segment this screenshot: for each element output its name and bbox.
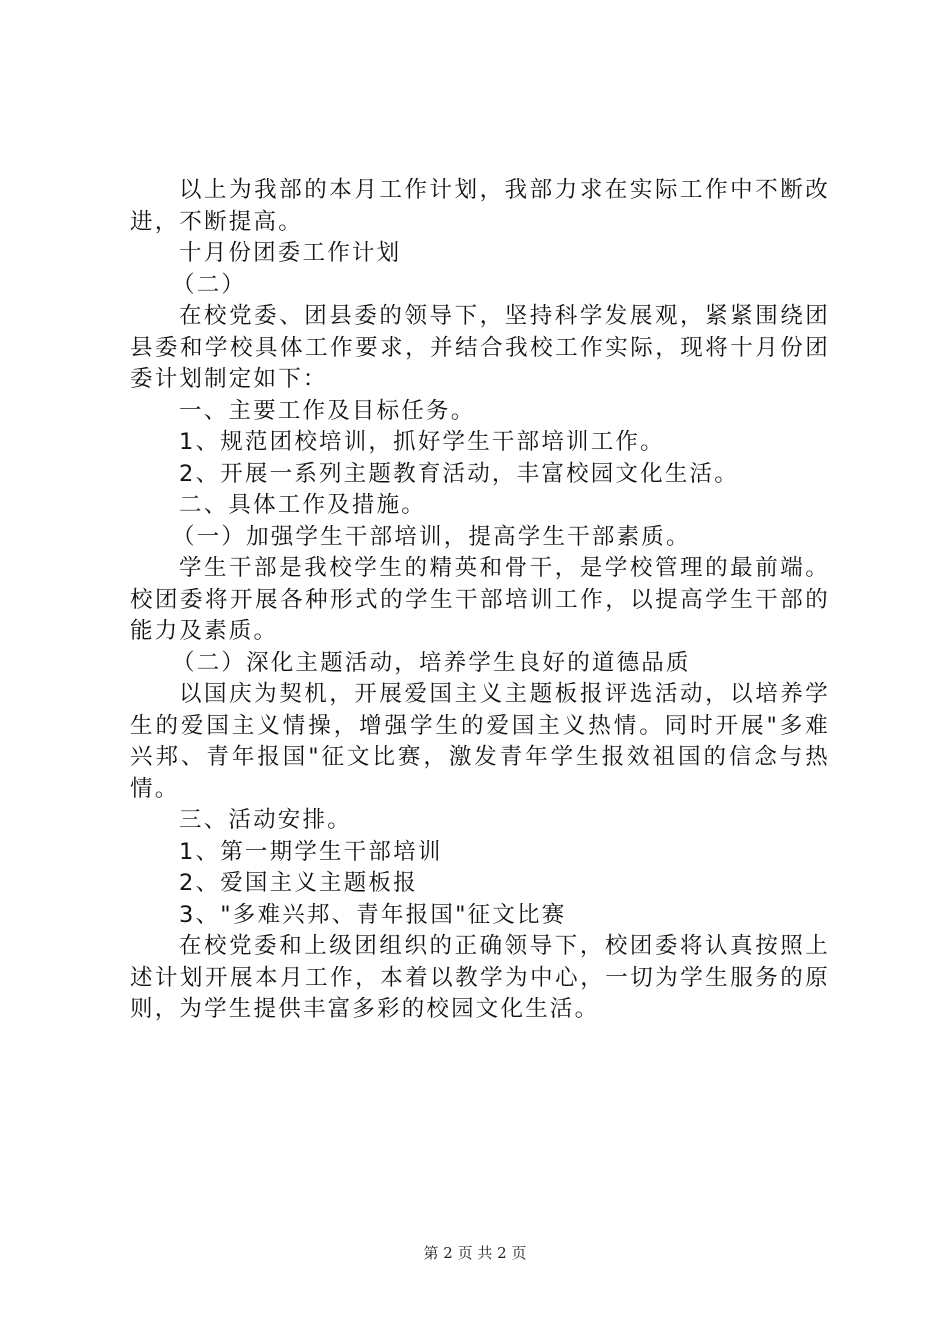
heading-main-tasks: 一、主要工作及目标任务。 bbox=[179, 397, 476, 424]
intro-paragraph: 在校党委、团县委的领导下，坚持科学发展观，紧紧围绕团县委和学校具体工作要求，并结合我校工作实际，现将十月份团委计划制定如下： bbox=[130, 303, 830, 392]
schedule-item-2: 2、爱国主义主题板报 bbox=[179, 870, 418, 896]
task-item-1: 1、规范团校培训，抓好学生干部培训工作。 bbox=[179, 429, 665, 455]
training-paragraph: 学生干部是我校学生的精英和骨干，是学校管理的最前端。校团委将开展各种形式的学生干部培训工作，以提高学生干部的能力及素质。 bbox=[130, 555, 830, 644]
schedule-item-3: 3、"多难兴邦、青年报国"征文比赛 bbox=[179, 901, 567, 928]
subheading-theme-activities: （二）深化主题活动，培养学生良好的道德品质 bbox=[172, 649, 691, 676]
heading-schedule: 三、活动安排。 bbox=[179, 807, 352, 833]
section-title: 十月份团委工作计划 bbox=[179, 240, 402, 266]
task-item-2: 2、开展一系列主题教育活动，丰富校园文化生活。 bbox=[179, 460, 739, 487]
theme-activities-paragraph: 以国庆为契机，开展爱国主义主题板报评选活动，以培养学生的爱国主义情操，增强学生的爱国主义热情。同时开展"多难兴邦、青年报国"征文比赛，激发青年学生报效祖国的信念与热情。 bbox=[130, 681, 830, 802]
schedule-item-1: 1、第一期学生干部培训 bbox=[179, 838, 443, 865]
heading-measures: 二、具体工作及措施。 bbox=[179, 492, 427, 518]
document-body bbox=[130, 175, 830, 1026]
conclusion-paragraph: 在校党委和上级团组织的正确领导下，校团委将认真按照上述计划开展本月工作，本着以教学为中心，一切为学生服务的原则，为学生提供丰富多彩的校园文化生活。 bbox=[130, 933, 830, 1022]
page-footer: 第 2 页 共 2 页 bbox=[423, 1244, 527, 1262]
subheading-training: （一）加强学生干部培训，提高学生干部素质。 bbox=[172, 523, 691, 550]
section-subtitle: （二） bbox=[172, 271, 247, 298]
closing-paragraph-previous-plan: 以上为我部的本月工作计划，我部力求在实际工作中不断改进，不断提高。 bbox=[130, 177, 830, 235]
